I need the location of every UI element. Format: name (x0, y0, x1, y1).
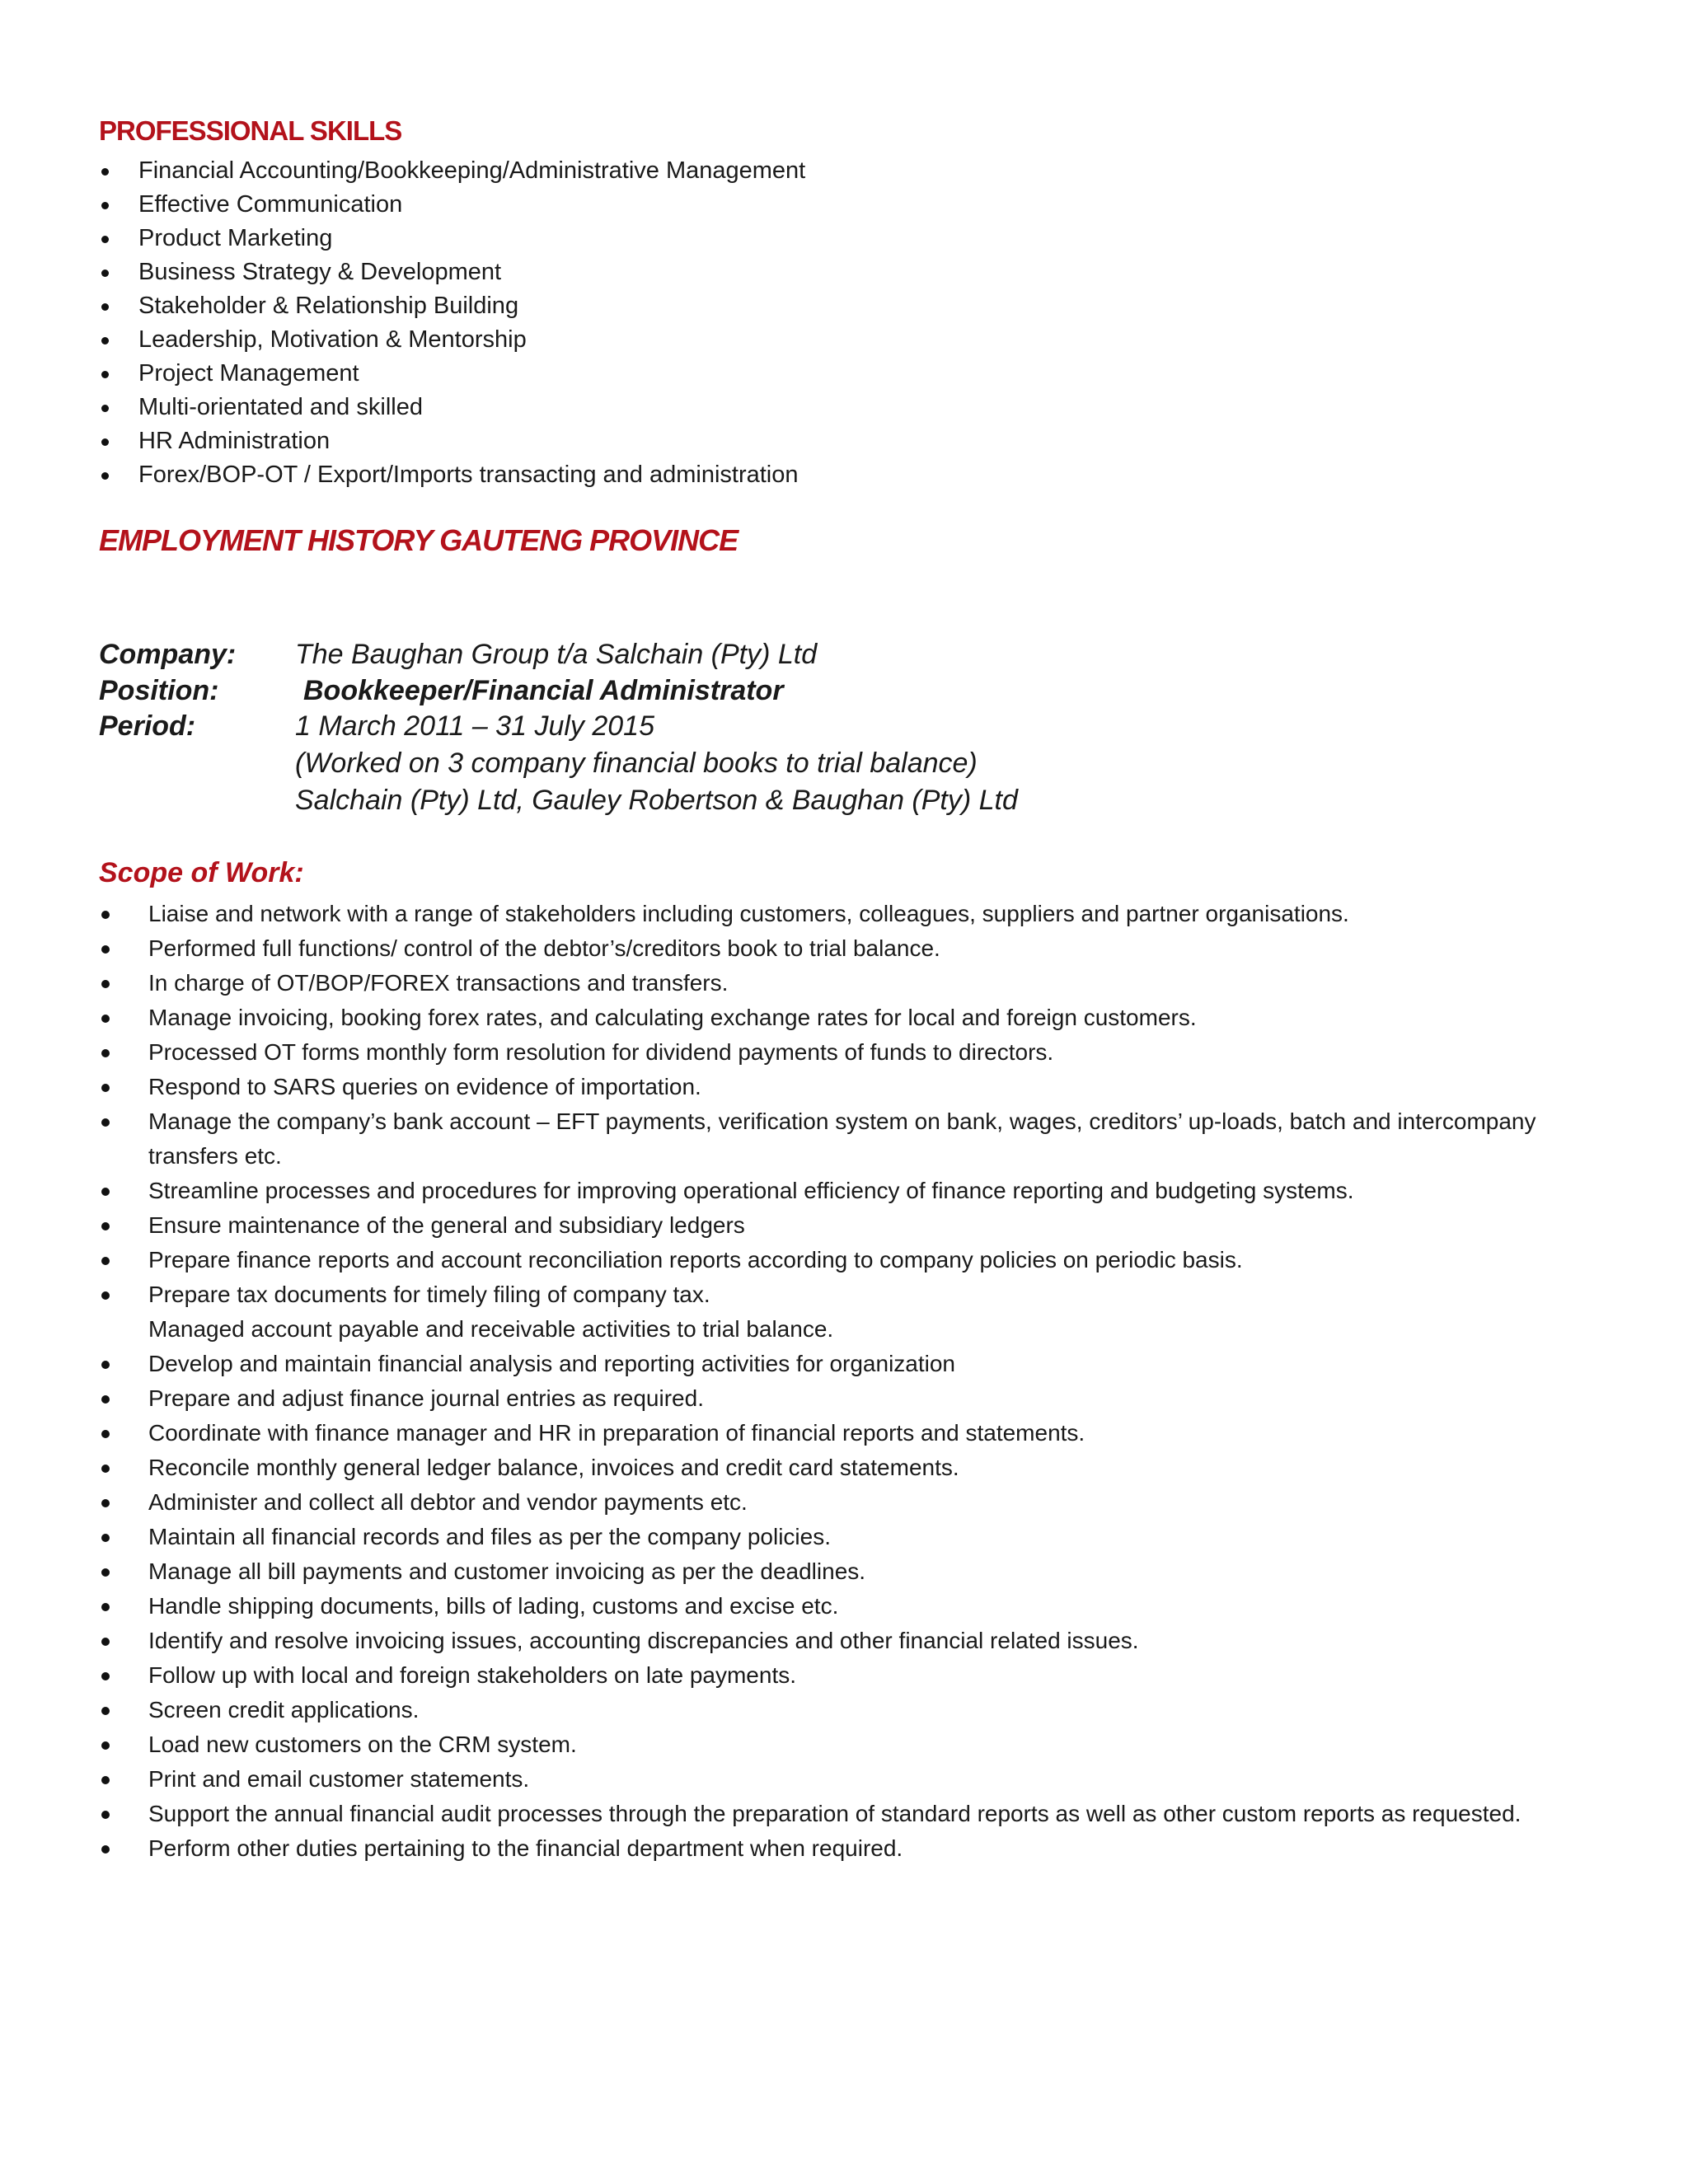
scope-item: Coordinate with finance manager and HR in preparation of financial reports and statements. (99, 1416, 1566, 1451)
scope-item: Identify and resolve invoicing issues, accounting discrepancies and other financial related issues. (99, 1624, 1566, 1658)
company-value: The Baughan Group t/a Salchain (Pty) Ltd (295, 639, 818, 670)
companies-note: Salchain (Pty) Ltd, Gauley Robertson & Baughan (Pty) Ltd (295, 785, 1018, 816)
scope-of-work-list (99, 897, 1566, 1866)
period-value: 1 March 2011 – 31 July 2015 (295, 710, 654, 742)
skill-item: Leadership, Motivation & Mentorship (99, 323, 1253, 357)
employment-history-heading: EMPLOYMENT HISTORY GAUTENG PROVINCE (99, 523, 738, 557)
scope-item: In charge of OT/BOP/FOREX transactions and transfers. (99, 966, 1566, 1001)
books-note: (Worked on 3 company financial books to trial balance) (295, 748, 978, 779)
professional-skills-list (99, 154, 1253, 492)
scope-item: Manage the company’s bank account – EFT payments, verification system on bank, wages, creditors’ up-loads, batch and intercompany transfers etc. (99, 1104, 1566, 1174)
scope-item: Reconcile monthly general ledger balance, invoices and credit card statements. (99, 1451, 1566, 1485)
scope-item: Maintain all financial records and files as per the company policies. (99, 1520, 1566, 1554)
scope-item: Manage invoicing, booking forex rates, and calculating exchange rates for local and foreign customers. (99, 1001, 1566, 1035)
skill-item: Financial Accounting/Bookkeeping/Administrative Management (99, 154, 1253, 188)
scope-of-work-heading: Scope of Work: (99, 857, 304, 888)
skill-item: Project Management (99, 357, 1253, 391)
scope-item: Develop and maintain financial analysis and reporting activities for organization (99, 1347, 1566, 1381)
skill-item: Effective Communication (99, 188, 1253, 222)
position-value: Bookkeeper/Financial Administrator (303, 675, 784, 706)
scope-item: Ensure maintenance of the general and subsidiary ledgers (99, 1208, 1566, 1243)
scope-item: Perform other duties pertaining to the financial department when required. (99, 1831, 1566, 1866)
scope-item: Respond to SARS queries on evidence of importation. (99, 1070, 1566, 1104)
skill-item: HR Administration (99, 424, 1253, 458)
skill-item: Business Strategy & Development (99, 255, 1253, 289)
scope-item: Print and email customer statements. (99, 1762, 1566, 1797)
scope-item: Managed account payable and receivable activities to trial balance. (148, 1316, 834, 1342)
scope-item: Handle shipping documents, bills of lading, customs and excise etc. (99, 1589, 1566, 1624)
scope-item: Follow up with local and foreign stakeholders on late payments. (99, 1658, 1566, 1693)
company-label: Company: (99, 639, 237, 670)
skill-item: Product Marketing (99, 222, 1253, 255)
scope-item: Liaise and network with a range of stakeholders including customers, colleagues, suppliers and partner organisations. (99, 897, 1566, 931)
scope-item: Prepare tax documents for timely filing of company tax. (99, 1277, 1566, 1312)
scope-item: Prepare and adjust finance journal entries as required. (99, 1381, 1566, 1416)
scope-item: Support the annual financial audit processes through the preparation of standard reports as well as other custom reports as requested. (99, 1797, 1566, 1831)
scope-item: Streamline processes and procedures for improving operational efficiency of finance reporting and budgeting systems. (99, 1174, 1566, 1208)
scope-item: Processed OT forms monthly form resolution for dividend payments of funds to directors. (99, 1035, 1566, 1070)
position-label: Position: (99, 675, 219, 706)
scope-item: Performed full functions/ control of the debtor’s/creditors book to trial balance. (99, 931, 1566, 966)
skill-item: Forex/BOP-OT / Export/Imports transacting and administration (99, 458, 1253, 492)
skill-item: Stakeholder & Relationship Building (99, 289, 1253, 323)
professional-skills-heading: PROFESSIONAL SKILLS (99, 115, 402, 146)
scope-item: Manage all bill payments and customer invoicing as per the deadlines. (99, 1554, 1566, 1589)
scope-item: Prepare finance reports and account reconciliation reports according to company policies on periodic basis. (99, 1243, 1566, 1277)
scope-item: Administer and collect all debtor and vendor payments etc. (99, 1485, 1566, 1520)
skill-item: Multi-orientated and skilled (99, 391, 1253, 424)
period-label: Period: (99, 710, 196, 742)
scope-item: Load new customers on the CRM system. (99, 1727, 1566, 1762)
scope-item: Screen credit applications. (99, 1693, 1566, 1727)
